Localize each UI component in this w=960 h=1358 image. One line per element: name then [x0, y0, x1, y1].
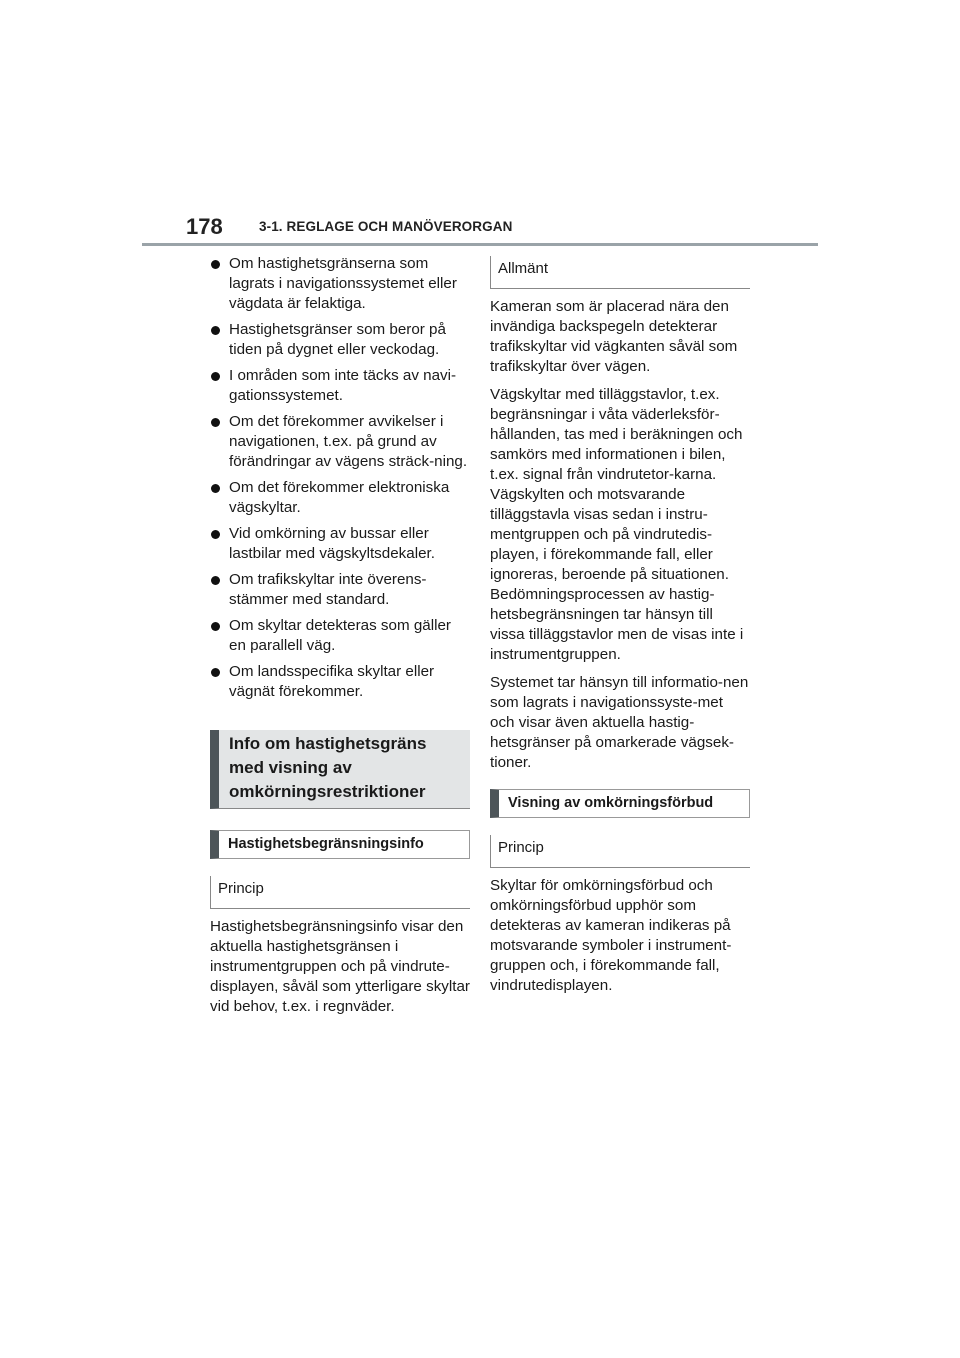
- general-paragraph: Vägskyltar med tilläggstavlor, t.ex. begränsningar i våta väderleksför-hållanden, tas med i beräkningen och samkörs med informationen i bilen, t.ex. signal från vindrutetor-karna. Vägskylten och motsvarande tilläggstavla visas sedan i instru-mentgruppen och på vindrutedis-playen, i förekommande fall, eller ignoreras, beroende på situationen. Bedömningsprocessen av hastig-hetsbegränsningen tar hänsyn till vissa tilläggstavlor men de visas inte i instrumentgruppen.: [490, 386, 744, 663]
- list-item: Om det förekommer elektroniska vägskyltar.: [210, 478, 470, 518]
- subsection-title: Visning av omkörningsförbud: [490, 789, 750, 818]
- left-column: [210, 254, 470, 1025]
- principle-heading: Princip: [210, 876, 470, 909]
- bullet-icon: [211, 260, 220, 269]
- general-paragraph: Kameran som är placerad nära den invändiga backspegeln detekterar trafikskyltar vid vägkanten såväl som trafikskyltar över vägen.: [490, 298, 738, 375]
- bullet-icon: [211, 372, 220, 381]
- subsection-title: Hastighetsbegränsningsinfo: [210, 830, 470, 859]
- limitations-list: [210, 254, 470, 702]
- bullet-icon: [211, 622, 220, 631]
- right-column: [490, 254, 750, 1004]
- chapter-heading: 3-1. REGLAGE OCH MANÖVERORGAN: [259, 219, 513, 234]
- bullet-icon: [211, 326, 220, 335]
- principle-heading: Princip: [490, 835, 750, 868]
- principle-paragraph: Hastighetsbegränsningsinfo visar den aktuella hastighetsgränsen i instrumentgruppen och på vindrute-displayen, såväl som ytterligare skyltar vid behov, t.ex. i regnväder.: [210, 918, 470, 1015]
- bullet-icon: [211, 418, 220, 427]
- bullet-icon: [211, 530, 220, 539]
- page-number: 178: [186, 214, 223, 239]
- list-item: Om trafikskyltar inte överens-stämmer med standard.: [210, 570, 470, 610]
- list-item: Om skyltar detekteras som gäller en parallell väg.: [210, 616, 470, 656]
- header-divider: [142, 243, 818, 246]
- list-item: Vid omkörning av bussar eller lastbilar med vägskyltsdekaler.: [210, 524, 470, 564]
- principle-paragraph: Skyltar för omkörningsförbud och omkörningsförbud upphör som detekteras av kameran indikeras på motsvarande symboler i instrument-gruppen och, i förekommande fall, vindrutedisplayen.: [490, 877, 732, 994]
- list-item: Om det förekommer avvikelser i navigationen, t.ex. på grund av förändringar av vägens sträck-ning.: [210, 412, 470, 472]
- bullet-icon: [211, 668, 220, 677]
- section-title: Info om hastighetsgräns med visning av omkörningsrestriktioner: [210, 730, 470, 809]
- list-item: Hastighetsgränser som beror på tiden på dygnet eller veckodag.: [210, 320, 470, 360]
- bullet-icon: [211, 576, 220, 585]
- list-item: I områden som inte täcks av navi-gationssystemet.: [210, 366, 470, 406]
- list-item: Om landsspecifika skyltar eller vägnät förekommer.: [210, 662, 470, 702]
- general-heading: Allmänt: [490, 256, 750, 289]
- list-item: Om hastighetsgränserna som lagrats i navigationssystemet eller vägdata är felaktiga.: [210, 254, 470, 314]
- general-paragraph: Systemet tar hänsyn till informatio-nen som lagrats i navigationssyste-met och visar även aktuella hastig-hetsgränser på omarkerade vägsek-tioner.: [490, 674, 749, 771]
- bullet-icon: [211, 484, 220, 493]
